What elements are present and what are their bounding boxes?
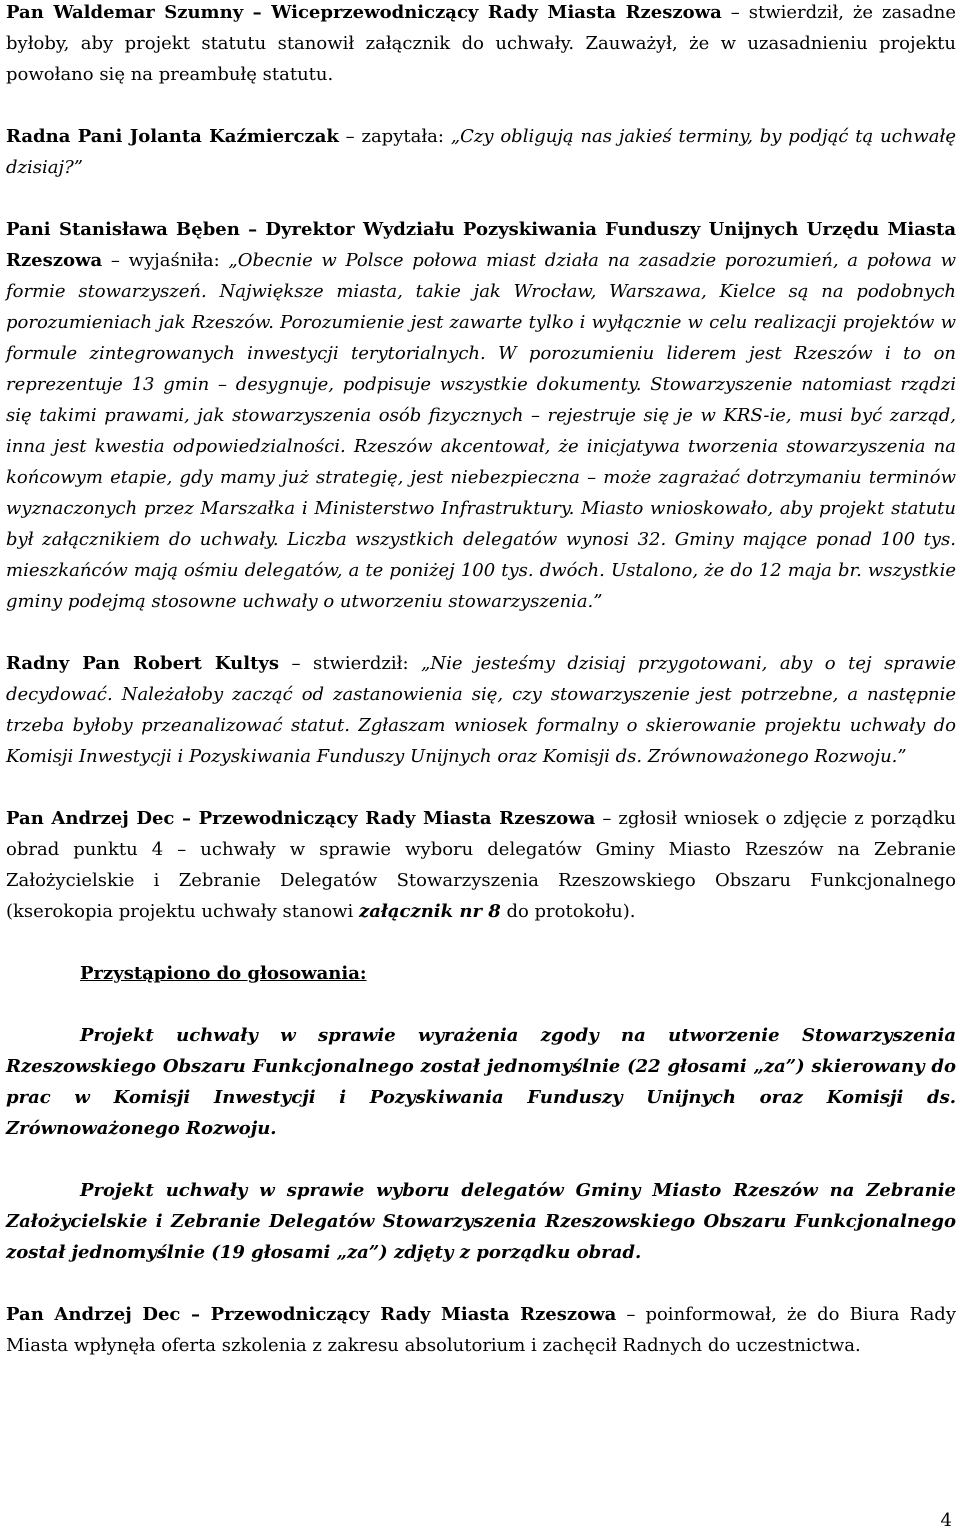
paragraph-kazmierczak xyxy=(6,121,956,183)
paragraph-beben xyxy=(6,214,956,617)
speaker-name: Pan Andrzej Dec – Przewodniczący Rady Miasta Rzeszowa xyxy=(6,808,596,829)
document-page xyxy=(6,0,956,1392)
paragraph-lead: – zapytała: xyxy=(338,126,451,147)
speaker-name: Pan Andrzej Dec – Przewodniczący Rady Miasta Rzeszowa xyxy=(6,1304,617,1325)
speaker-name: Pani Stanisława Bęben – Dyrektor Wydziału Pozyskiwania Funduszy Unijnych Urzędu Miasta Rzeszowa xyxy=(6,219,956,271)
paragraph-lead: – wyjaśniła: xyxy=(102,250,229,271)
paragraph-text: – poinformował, że do Biura Rady Miasta wpłynęła oferta szkolenia z zakresu absolutorium i zachęcił Radnych do uczestnictwa. xyxy=(6,1304,956,1356)
vote-result-1: Projekt uchwały w sprawie wyrażenia zgody na utworzenie Stowarzyszenia Rzeszowskiego Obszaru Funkcjonalnego został jednomyślnie (22 głosami „za”) skierowany do prac w Komisji Inwestycji i Pozyskiwania Funduszy Unijnych oraz Komisji ds. Zrównoważonego Rozwoju. xyxy=(6,1025,956,1139)
paragraph-dec-motion xyxy=(6,803,956,927)
paragraph-text: – stwierdził, że zasadne byłoby, aby projekt statutu stanowił załącznik do uchwały. Zauważył, że w uzasadnieniu projektu powołano się na preambułę statutu. xyxy=(6,2,956,85)
paragraph-szumny xyxy=(6,0,956,90)
paragraph-text: – zgłosił wniosek o zdjęcie z porządku obrad punktu 4 – uchwały w sprawie wyboru delegatów Gminy Miasto Rzeszów na Zebranie Założycielskie i Zebranie Delegatów Stowarzyszenia Rzeszowskiego Obszaru Funkcjonalnego (kserokopia projektu uchwały stanowi xyxy=(6,808,956,922)
paragraph-kultys xyxy=(6,648,956,772)
vote-result-2: Projekt uchwały w sprawie wyboru delegatów Gminy Miasto Rzeszów na Zebranie Założycielskie i Zebranie Delegatów Stowarzyszenia Rzeszowskiego Obszaru Funkcjonalnego został jednomyślnie (19 głosami „za”) zdjęty z porządku obrad. xyxy=(6,1180,956,1263)
quote-text: „Czy obligują nas jakieś terminy, by podjąć tą uchwałę dzisiaj?” xyxy=(6,126,956,178)
speaker-name: Pan Waldemar Szumny – Wiceprzewodniczący Rady Miasta Rzeszowa xyxy=(6,2,722,23)
speaker-name: Radny Pan Robert Kultys xyxy=(6,653,279,674)
speaker-name: Radna Pani Jolanta Kaźmierczak xyxy=(6,126,339,147)
voting-heading: Przystąpiono do głosowania: xyxy=(80,963,367,984)
voting-heading-paragraph xyxy=(6,958,956,989)
attachment-reference: załącznik nr 8 xyxy=(359,901,501,922)
paragraph-lead: – stwierdził: xyxy=(278,653,422,674)
quote-text: „Obecnie w Polsce połowa miast działa na zasadzie porozumień, a połowa w formie stowarzyszeń. Największe miasta, takie jak Wrocław, Warszawa, Kielce są na podobnych porozumieniach jak Rzeszów. Porozumienie jest zawarte tylko i wyłącznie w celu realizacji projektów w formule zintegrowanych inwestycji terytorialnych. W porozumieniu liderem jest Rzeszów i to on reprezentuje 13 gmin – desygnuje, podpisuje wszystkie dokumenty. Stowarzyszenie natomiast rządzi się takimi prawami, jak stowarzyszenia osób fizycznych – rejestruje się je w KRS-ie, musi być zarząd, inna jest kwestia odpowiedzialności. Rzeszów akcentował, że inicjatywa tworzenia stowarzyszenia na końcowym etapie, gdy mamy już strategię, jest niebezpieczna – może zagrażać dotrzymaniu terminów wyznaczonych przez Marszałka i Ministerstwo Infrastruktury. Miasto wnioskowało, aby projekt statutu był załącznikiem do uchwały. Liczba wszystkich delegatów wynosi 32. Gminy mające ponad 100 tys. mieszkańców mają ośmiu delegatów, a te poniżej 100 tys. dwóch. Ustalono, że do 12 maja br. wszystkie gminy podejmą stosowne uchwały o utworzeniu stowarzyszenia.” xyxy=(6,250,956,612)
quote-text: „Nie jesteśmy dzisiaj przygotowani, aby o tej sprawie decydować. Należałoby zacząć od zastanowienia się, czy stowarzyszenie jest potrzebne, a następnie trzeba byłoby przeanalizować statut. Zgłaszam wniosek formalny o skierowanie projektu uchwały do Komisji Inwestycji i Pozyskiwania Funduszy Unijnych oraz Komisji ds. Zrównoważonego Rozwoju.” xyxy=(6,653,956,767)
page-number: 4 xyxy=(940,1510,952,1531)
paragraph-dec-training xyxy=(6,1299,956,1361)
paragraph-tail: do protokołu). xyxy=(500,901,636,922)
